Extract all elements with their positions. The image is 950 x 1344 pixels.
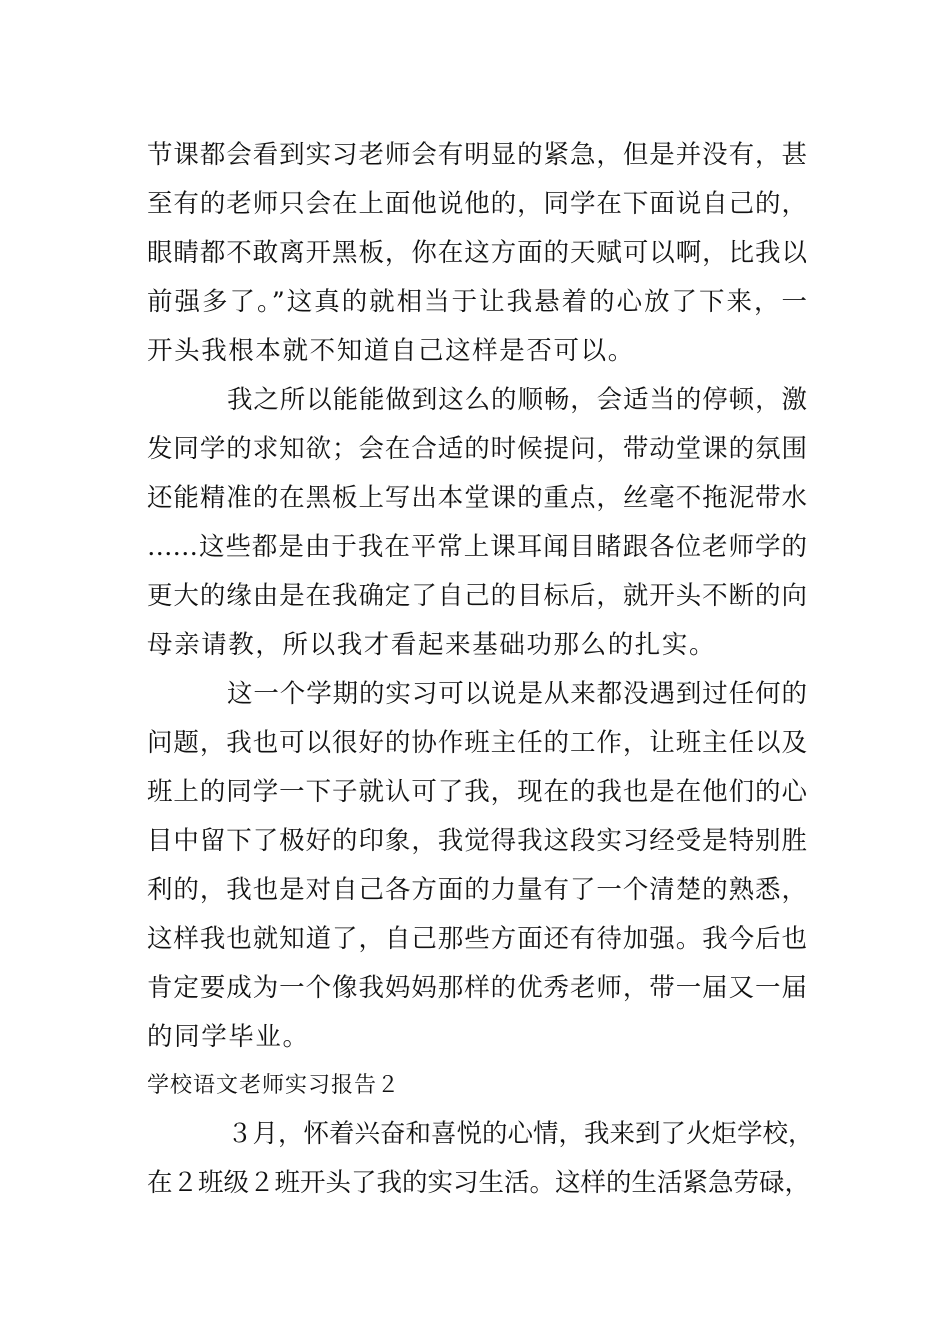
text-line: 前强多了。”这真的就相当于让我悬着的心放了下来，一 <box>147 287 807 317</box>
paragraph-continued <box>147 131 807 376</box>
text-line: 至有的老师只会在上面他说他的，同学在下面说自己的， <box>147 189 807 219</box>
text-line: 更大的缘由是在我确定了自己的目标后，就开头不断的向 <box>147 581 807 611</box>
text-line: 我之所以能能做到这么的顺畅，会适当的停顿，激 <box>227 385 807 415</box>
text-line: 的同学毕业。 <box>147 1022 310 1052</box>
text-line: 目中留下了极好的印象，我觉得我这段实习经受是特别胜 <box>147 826 807 856</box>
text-line: 母亲请教，所以我才看起来基础功那么的扎实。 <box>147 630 717 660</box>
text-line: ３月，怀着兴奋和喜悦的心情，我来到了火炬学校， <box>227 1119 814 1149</box>
text-line: 眼睛都不敢离开黑板，你在这方面的天赋可以啊，比我以 <box>147 238 807 268</box>
text-line: 这一个学期的实习可以说是从来都没遇到过任何的 <box>227 679 807 709</box>
text-line: 肯定要成为一个像我妈妈那样的优秀老师，带一届又一届 <box>147 973 807 1003</box>
text-line: 在２班级２班开头了我的实习生活。这样的生活紧急劳碌， <box>147 1168 811 1198</box>
document-body <box>147 131 814 1208</box>
paragraph <box>147 376 807 670</box>
paragraph <box>147 1110 814 1208</box>
text-line: 利的，我也是对自己各方面的力量有了一个清楚的熟悉， <box>147 875 807 905</box>
text-line: 这样我也就知道了，自己那些方面还有待加强。我今后也 <box>147 924 807 954</box>
text-line: 班上的同学一下子就认可了我，现在的我也是在他们的心 <box>147 777 807 807</box>
text-line: 发同学的求知欲；会在合适的时候提问，带动堂课的氛围 <box>147 434 807 464</box>
text-line: 节课都会看到实习老师会有明显的紧急，但是并没有，甚 <box>147 140 807 170</box>
text-line: 还能精准的在黑板上写出本堂课的重点，丝毫不拖泥带水 <box>147 483 807 513</box>
text-line: 开头我根本就不知道自己这样是否可以。 <box>147 336 635 366</box>
text-line: 问题，我也可以很好的协作班主任的工作，让班主任以及 <box>147 728 807 758</box>
section-heading: 学校语文老师实习报告２ <box>147 1073 401 1098</box>
text-line: ……这些都是由于我在平常上课耳闻目睹跟各位老师学的 <box>147 532 807 562</box>
paragraph <box>147 670 807 1062</box>
